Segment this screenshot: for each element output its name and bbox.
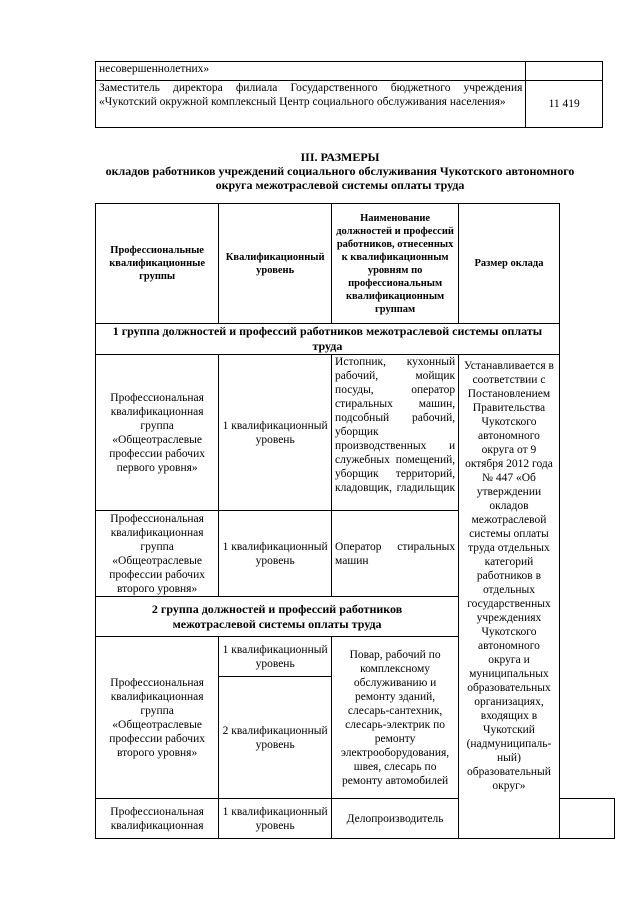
table-row [96,81,603,128]
top-row1-value [526,62,603,81]
header-groups: Профессиональные квалификационные группы [96,204,219,324]
row4-positions: Делопроизводитель [332,799,459,839]
top-row1-text: несовершеннолетних» [96,62,526,81]
top-row2-value: 11 419 [526,81,603,128]
row1-positions: Истопник, кухонный рабочий, мойщик посуды, оператор стиральных машин, подсобный рабочий, уборщик производственных и служебных помещений, уборщик территорий, кладовщик, гладильщик [332,355,459,511]
salary-note: Устанавливается в соответствии с Постановлением Правительства Чукотского автономного округа от 9 октября 2012 года № 447 «Об утверждении окладов межотраслевой системы оплаты труда отдельных категорий работников в отдельных государственных учреждениях Чукотского автономного округа и муниципальных образовательных организациях, входящих в Чукотский (надмуниципаль-ный) образовательный округ» [459,355,560,839]
table-row [96,62,603,81]
header-salary: Размер оклада [459,204,560,324]
row4-level: 1 квалификационный уровень [219,799,332,839]
top-row2-text: Заместитель директора филиала Государственного бюджетного учреждения «Чукотский окружной комплексный Центр социального обслуживания населения» [96,81,526,128]
row1-level: 1 квалификационный уровень [219,355,332,511]
row4-salary [559,799,614,839]
salary-table [95,203,615,839]
row3-group: Профессиональная квалификационная группа «Общеотраслевые профессии рабочих второго уровня» [96,637,219,799]
group2-title: 2 группа должностей и профессий работников межотраслевой системы оплаты труда [96,597,459,637]
row3-positions: Повар, рабочий по комплексному обслуживанию и ремонту зданий, слесарь-сантехник, слесарь-электрик по ремонту электрооборудования, швея, слесарь по ремонту автомобилей [332,637,459,799]
top-table [95,61,603,128]
row3-level-a: 1 квалификационный уровень [219,637,332,677]
row2-group: Профессиональная квалификационная группа «Общеотраслевые профессии рабочих второго уровня» [96,511,219,597]
section-subheading-1: окладов работников учреждений социального обслуживания Чукотского автономного [105,164,575,178]
row3-level-b: 2 квалификационный уровень [219,677,332,799]
row2-level: 1 квалификационный уровень [219,511,332,597]
section-heading: III. РАЗМЕРЫ [300,150,380,164]
section-subheading-2: округа межотраслевой системы оплаты труда [215,178,465,192]
table-row [96,355,615,511]
row1-group: Профессиональная квалификационная группа «Общеотраслевые профессии рабочих первого уровня» [96,355,219,511]
header-row [96,204,615,324]
header-positions: Наименование должностей и профессий работников, отнесенных к квалификационным уровням по профессиональным квалификационным группам [332,204,459,324]
header-level: Квалификационный уровень [219,204,332,324]
row2-positions: Оператор стиральных машин [332,511,459,597]
group1-row [96,324,615,355]
row4-group: Профессиональная квалификационная [96,799,219,839]
group1-title: 1 группа должностей и профессий работников межотраслевой системы оплаты труда [96,324,560,355]
